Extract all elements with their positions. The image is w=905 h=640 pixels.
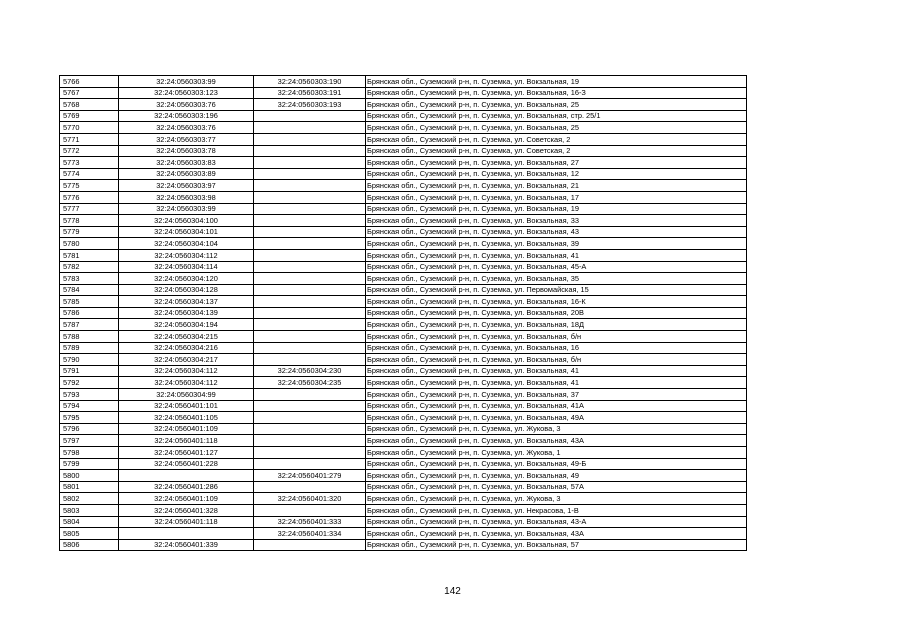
parcel-number-cell: 32:24:0560303:76: [119, 99, 254, 111]
address-cell: Брянская обл., Суземский р-н, п. Суземка, ул. Вокзальная, 12: [366, 168, 747, 180]
parcel-number-cell: 32:24:0560401:118: [119, 435, 254, 447]
building-number-cell: [254, 157, 366, 169]
table-row: [60, 377, 747, 389]
table-row: [60, 528, 747, 540]
table-row: [60, 110, 747, 122]
address-cell: Брянская обл., Суземский р-н, п. Суземка, ул. Вокзальная, 43А: [366, 528, 747, 540]
address-cell: Брянская обл., Суземский р-н, п. Суземка, ул. Вокзальная, 37: [366, 389, 747, 401]
address-cell: Брянская обл., Суземский р-н, п. Суземка, ул. Вокзальная, 17: [366, 191, 747, 203]
row-number-cell: 5778: [60, 215, 119, 227]
parcel-number-cell: 32:24:0560303:83: [119, 157, 254, 169]
row-number-cell: 5788: [60, 331, 119, 343]
address-cell: Брянская обл., Суземский р-н, п. Суземка, ул. Вокзальная, 16-К: [366, 296, 747, 308]
parcel-number-cell: 32:24:0560401:109: [119, 493, 254, 505]
parcel-number-cell: 32:24:0560304:101: [119, 226, 254, 238]
building-number-cell: [254, 110, 366, 122]
parcel-number-cell: 32:24:0560303:89: [119, 168, 254, 180]
parcel-number-cell: 32:24:0560304:137: [119, 296, 254, 308]
building-number-cell: 32:24:0560401:334: [254, 528, 366, 540]
table-row: [60, 168, 747, 180]
table-row: [60, 215, 747, 227]
address-cell: Брянская обл., Суземский р-н, п. Суземка, ул. Вокзальная, 25: [366, 122, 747, 134]
table-row: [60, 493, 747, 505]
parcel-number-cell: 32:24:0560303:98: [119, 191, 254, 203]
address-cell: Брянская обл., Суземский р-н, п. Суземка, ул. Некрасова, 1-В: [366, 504, 747, 516]
table-row: [60, 203, 747, 215]
building-number-cell: [254, 133, 366, 145]
address-cell: Брянская обл., Суземский р-н, п. Суземка, ул. Первомайская, 15: [366, 284, 747, 296]
table-row: [60, 180, 747, 192]
table-row: [60, 412, 747, 424]
table-row: [60, 307, 747, 319]
table-row: [60, 481, 747, 493]
row-number-cell: 5777: [60, 203, 119, 215]
building-number-cell: [254, 435, 366, 447]
parcel-number-cell: 32:24:0560304:120: [119, 273, 254, 285]
building-number-cell: [254, 273, 366, 285]
address-cell: Брянская обл., Суземский р-н, п. Суземка, ул. Вокзальная, 43-А: [366, 516, 747, 528]
row-number-cell: 5803: [60, 504, 119, 516]
address-cell: Брянская обл., Суземский р-н, п. Суземка, ул. Вокзальная, стр. 25/1: [366, 110, 747, 122]
address-cell: Брянская обл., Суземский р-н, п. Суземка, ул. Вокзальная, 41: [366, 365, 747, 377]
row-number-cell: 5801: [60, 481, 119, 493]
parcel-number-cell: 32:24:0560304:128: [119, 284, 254, 296]
building-number-cell: 32:24:0560401:333: [254, 516, 366, 528]
parcel-number-cell: 32:24:0560401:118: [119, 516, 254, 528]
table-row: [60, 145, 747, 157]
row-number-cell: 5775: [60, 180, 119, 192]
address-cell: Брянская обл., Суземский р-н, п. Суземка, ул. Вокзальная, 33: [366, 215, 747, 227]
row-number-cell: 5782: [60, 261, 119, 273]
row-number-cell: 5804: [60, 516, 119, 528]
address-cell: Брянская обл., Суземский р-н, п. Суземка, ул. Вокзальная, 18Д: [366, 319, 747, 331]
parcel-number-cell: 32:24:0560304:99: [119, 389, 254, 401]
row-number-cell: 5805: [60, 528, 119, 540]
table-row: [60, 342, 747, 354]
row-number-cell: 5770: [60, 122, 119, 134]
address-cell: Брянская обл., Суземский р-н, п. Суземка, ул. Вокзальная, 41: [366, 249, 747, 261]
table-row: [60, 284, 747, 296]
address-cell: Брянская обл., Суземский р-н, п. Суземка, ул. Вокзальная, 21: [366, 180, 747, 192]
building-number-cell: [254, 261, 366, 273]
building-number-cell: [254, 168, 366, 180]
building-number-cell: [254, 400, 366, 412]
row-number-cell: 5793: [60, 389, 119, 401]
parcel-number-cell: 32:24:0560401:328: [119, 504, 254, 516]
parcel-number-cell: 32:24:0560303:99: [119, 203, 254, 215]
address-cell: Брянская обл., Суземский р-н, п. Суземка, ул. Вокзальная, 49-Б: [366, 458, 747, 470]
row-number-cell: 5802: [60, 493, 119, 505]
building-number-cell: [254, 389, 366, 401]
address-cell: Брянская обл., Суземский р-н, п. Суземка, ул. Советская, 2: [366, 133, 747, 145]
building-number-cell: 32:24:0560304:235: [254, 377, 366, 389]
address-cell: Брянская обл., Суземский р-н, п. Суземка, ул. Жукова, 1: [366, 447, 747, 459]
row-number-cell: 5771: [60, 133, 119, 145]
table-row: [60, 447, 747, 459]
building-number-cell: [254, 307, 366, 319]
row-number-cell: 5799: [60, 458, 119, 470]
table-row: [60, 87, 747, 99]
building-number-cell: [254, 284, 366, 296]
table-row: [60, 296, 747, 308]
parcel-number-cell: 32:24:0560304:100: [119, 215, 254, 227]
building-number-cell: [254, 122, 366, 134]
row-number-cell: 5800: [60, 470, 119, 482]
building-number-cell: [254, 354, 366, 366]
row-number-cell: 5776: [60, 191, 119, 203]
table-row: [60, 99, 747, 111]
parcel-number-cell: 32:24:0560303:77: [119, 133, 254, 145]
address-cell: Брянская обл., Суземский р-н, п. Суземка, ул. Вокзальная, 43А: [366, 435, 747, 447]
address-cell: Брянская обл., Суземский р-н, п. Суземка, ул. Вокзальная, 57: [366, 539, 747, 551]
row-number-cell: 5795: [60, 412, 119, 424]
row-number-cell: 5785: [60, 296, 119, 308]
parcel-number-cell: 32:24:0560303:99: [119, 76, 254, 88]
address-cell: Брянская обл., Суземский р-н, п. Суземка, ул. Вокзальная, 49А: [366, 412, 747, 424]
row-number-cell: 5790: [60, 354, 119, 366]
parcel-number-cell: 32:24:0560303:97: [119, 180, 254, 192]
table-row: [60, 249, 747, 261]
building-number-cell: [254, 481, 366, 493]
building-number-cell: [254, 331, 366, 343]
row-number-cell: 5773: [60, 157, 119, 169]
table-row: [60, 400, 747, 412]
building-number-cell: [254, 423, 366, 435]
table-row: [60, 157, 747, 169]
row-number-cell: 5767: [60, 87, 119, 99]
parcel-number-cell: 32:24:0560304:217: [119, 354, 254, 366]
row-number-cell: 5781: [60, 249, 119, 261]
table-row: [60, 470, 747, 482]
table-row: [60, 238, 747, 250]
row-number-cell: 5798: [60, 447, 119, 459]
parcel-number-cell: [119, 528, 254, 540]
parcel-number-cell: 32:24:0560304:194: [119, 319, 254, 331]
building-number-cell: 32:24:0560303:191: [254, 87, 366, 99]
table-row: [60, 435, 747, 447]
address-cell: Брянская обл., Суземский р-н, п. Суземка, ул. Вокзальная, 25: [366, 99, 747, 111]
row-number-cell: 5797: [60, 435, 119, 447]
parcel-number-cell: 32:24:0560401:339: [119, 539, 254, 551]
table-row: [60, 539, 747, 551]
row-number-cell: 5774: [60, 168, 119, 180]
address-cell: Брянская обл., Суземский р-н, п. Суземка, ул. Вокзальная, 41А: [366, 400, 747, 412]
table-row: [60, 516, 747, 528]
parcel-number-cell: 32:24:0560304:112: [119, 377, 254, 389]
address-cell: Брянская обл., Суземский р-н, п. Суземка, ул. Вокзальная, 57А: [366, 481, 747, 493]
address-cell: Брянская обл., Суземский р-н, п. Суземка, ул. Вокзальная, 35: [366, 273, 747, 285]
row-number-cell: 5784: [60, 284, 119, 296]
parcel-number-cell: [119, 470, 254, 482]
parcel-number-cell: 32:24:0560303:123: [119, 87, 254, 99]
building-number-cell: [254, 412, 366, 424]
address-cell: Брянская обл., Суземский р-н, п. Суземка, ул. Вокзальная, 39: [366, 238, 747, 250]
table-row: [60, 365, 747, 377]
row-number-cell: 5780: [60, 238, 119, 250]
table-row: [60, 191, 747, 203]
parcel-number-cell: 32:24:0560401:105: [119, 412, 254, 424]
row-number-cell: 5806: [60, 539, 119, 551]
row-number-cell: 5796: [60, 423, 119, 435]
parcel-number-cell: 32:24:0560304:216: [119, 342, 254, 354]
parcel-number-cell: 32:24:0560401:228: [119, 458, 254, 470]
building-number-cell: [254, 215, 366, 227]
parcel-number-cell: 32:24:0560304:112: [119, 365, 254, 377]
building-number-cell: [254, 191, 366, 203]
table-row: [60, 423, 747, 435]
row-number-cell: 5787: [60, 319, 119, 331]
building-number-cell: 32:24:0560401:320: [254, 493, 366, 505]
building-number-cell: [254, 145, 366, 157]
table-row: [60, 354, 747, 366]
table-row: [60, 273, 747, 285]
row-number-cell: 5794: [60, 400, 119, 412]
building-number-cell: [254, 319, 366, 331]
address-cell: Брянская обл., Суземский р-н, п. Суземка, ул. Вокзальная, 43: [366, 226, 747, 238]
parcel-number-cell: 32:24:0560401:109: [119, 423, 254, 435]
building-number-cell: [254, 226, 366, 238]
table-row: [60, 76, 747, 88]
parcel-number-cell: 32:24:0560303:76: [119, 122, 254, 134]
address-cell: Брянская обл., Суземский р-н, п. Суземка, ул. Вокзальная, 27: [366, 157, 747, 169]
parcel-number-cell: 32:24:0560304:139: [119, 307, 254, 319]
building-number-cell: [254, 342, 366, 354]
building-number-cell: [254, 539, 366, 551]
address-cell: Брянская обл., Суземский р-н, п. Суземка, ул. Вокзальная, 19: [366, 203, 747, 215]
cadastral-table-body: [60, 76, 747, 551]
address-cell: Брянская обл., Суземский р-н, п. Суземка, ул. Вокзальная, б/н: [366, 331, 747, 343]
parcel-number-cell: 32:24:0560401:286: [119, 481, 254, 493]
table-row: [60, 122, 747, 134]
row-number-cell: 5791: [60, 365, 119, 377]
row-number-cell: 5786: [60, 307, 119, 319]
parcel-number-cell: 32:24:0560304:215: [119, 331, 254, 343]
row-number-cell: 5768: [60, 99, 119, 111]
row-number-cell: 5772: [60, 145, 119, 157]
table-row: [60, 133, 747, 145]
row-number-cell: 5789: [60, 342, 119, 354]
address-cell: Брянская обл., Суземский р-н, п. Суземка, ул. Жукова, 3: [366, 493, 747, 505]
table-row: [60, 261, 747, 273]
building-number-cell: [254, 180, 366, 192]
address-cell: Брянская обл., Суземский р-н, п. Суземка, ул. Вокзальная, 16-З: [366, 87, 747, 99]
building-number-cell: 32:24:0560304:230: [254, 365, 366, 377]
building-number-cell: 32:24:0560303:193: [254, 99, 366, 111]
address-cell: Брянская обл., Суземский р-н, п. Суземка, ул. Вокзальная, 20В: [366, 307, 747, 319]
parcel-number-cell: 32:24:0560303:78: [119, 145, 254, 157]
address-cell: Брянская обл., Суземский р-н, п. Суземка, ул. Вокзальная, 19: [366, 76, 747, 88]
table-row: [60, 319, 747, 331]
table-row: [60, 458, 747, 470]
address-cell: Брянская обл., Суземский р-н, п. Суземка, ул. Вокзальная, 45-А: [366, 261, 747, 273]
row-number-cell: 5769: [60, 110, 119, 122]
building-number-cell: 32:24:0560401:279: [254, 470, 366, 482]
page-number: 142: [444, 586, 461, 597]
parcel-number-cell: 32:24:0560304:114: [119, 261, 254, 273]
parcel-number-cell: 32:24:0560303:196: [119, 110, 254, 122]
parcel-number-cell: 32:24:0560304:112: [119, 249, 254, 261]
building-number-cell: [254, 238, 366, 250]
table-row: [60, 226, 747, 238]
building-number-cell: [254, 203, 366, 215]
address-cell: Брянская обл., Суземский р-н, п. Суземка, ул. Жукова, 3: [366, 423, 747, 435]
row-number-cell: 5766: [60, 76, 119, 88]
table-row: [60, 389, 747, 401]
parcel-number-cell: 32:24:0560401:127: [119, 447, 254, 459]
address-cell: Брянская обл., Суземский р-н, п. Суземка, ул. Вокзальная, б/н: [366, 354, 747, 366]
address-cell: Брянская обл., Суземский р-н, п. Суземка, ул. Вокзальная, 49: [366, 470, 747, 482]
building-number-cell: [254, 458, 366, 470]
building-number-cell: [254, 504, 366, 516]
building-number-cell: [254, 447, 366, 459]
row-number-cell: 5783: [60, 273, 119, 285]
table-row: [60, 504, 747, 516]
building-number-cell: [254, 296, 366, 308]
address-cell: Брянская обл., Суземский р-н, п. Суземка, ул. Вокзальная, 16: [366, 342, 747, 354]
row-number-cell: 5779: [60, 226, 119, 238]
row-number-cell: 5792: [60, 377, 119, 389]
building-number-cell: 32:24:0560303:190: [254, 76, 366, 88]
address-cell: Брянская обл., Суземский р-н, п. Суземка, ул. Вокзальная, 41: [366, 377, 747, 389]
address-cell: Брянская обл., Суземский р-н, п. Суземка, ул. Советская, 2: [366, 145, 747, 157]
cadastral-table: [59, 75, 747, 551]
table-row: [60, 331, 747, 343]
parcel-number-cell: 32:24:0560401:101: [119, 400, 254, 412]
parcel-number-cell: 32:24:0560304:104: [119, 238, 254, 250]
building-number-cell: [254, 249, 366, 261]
